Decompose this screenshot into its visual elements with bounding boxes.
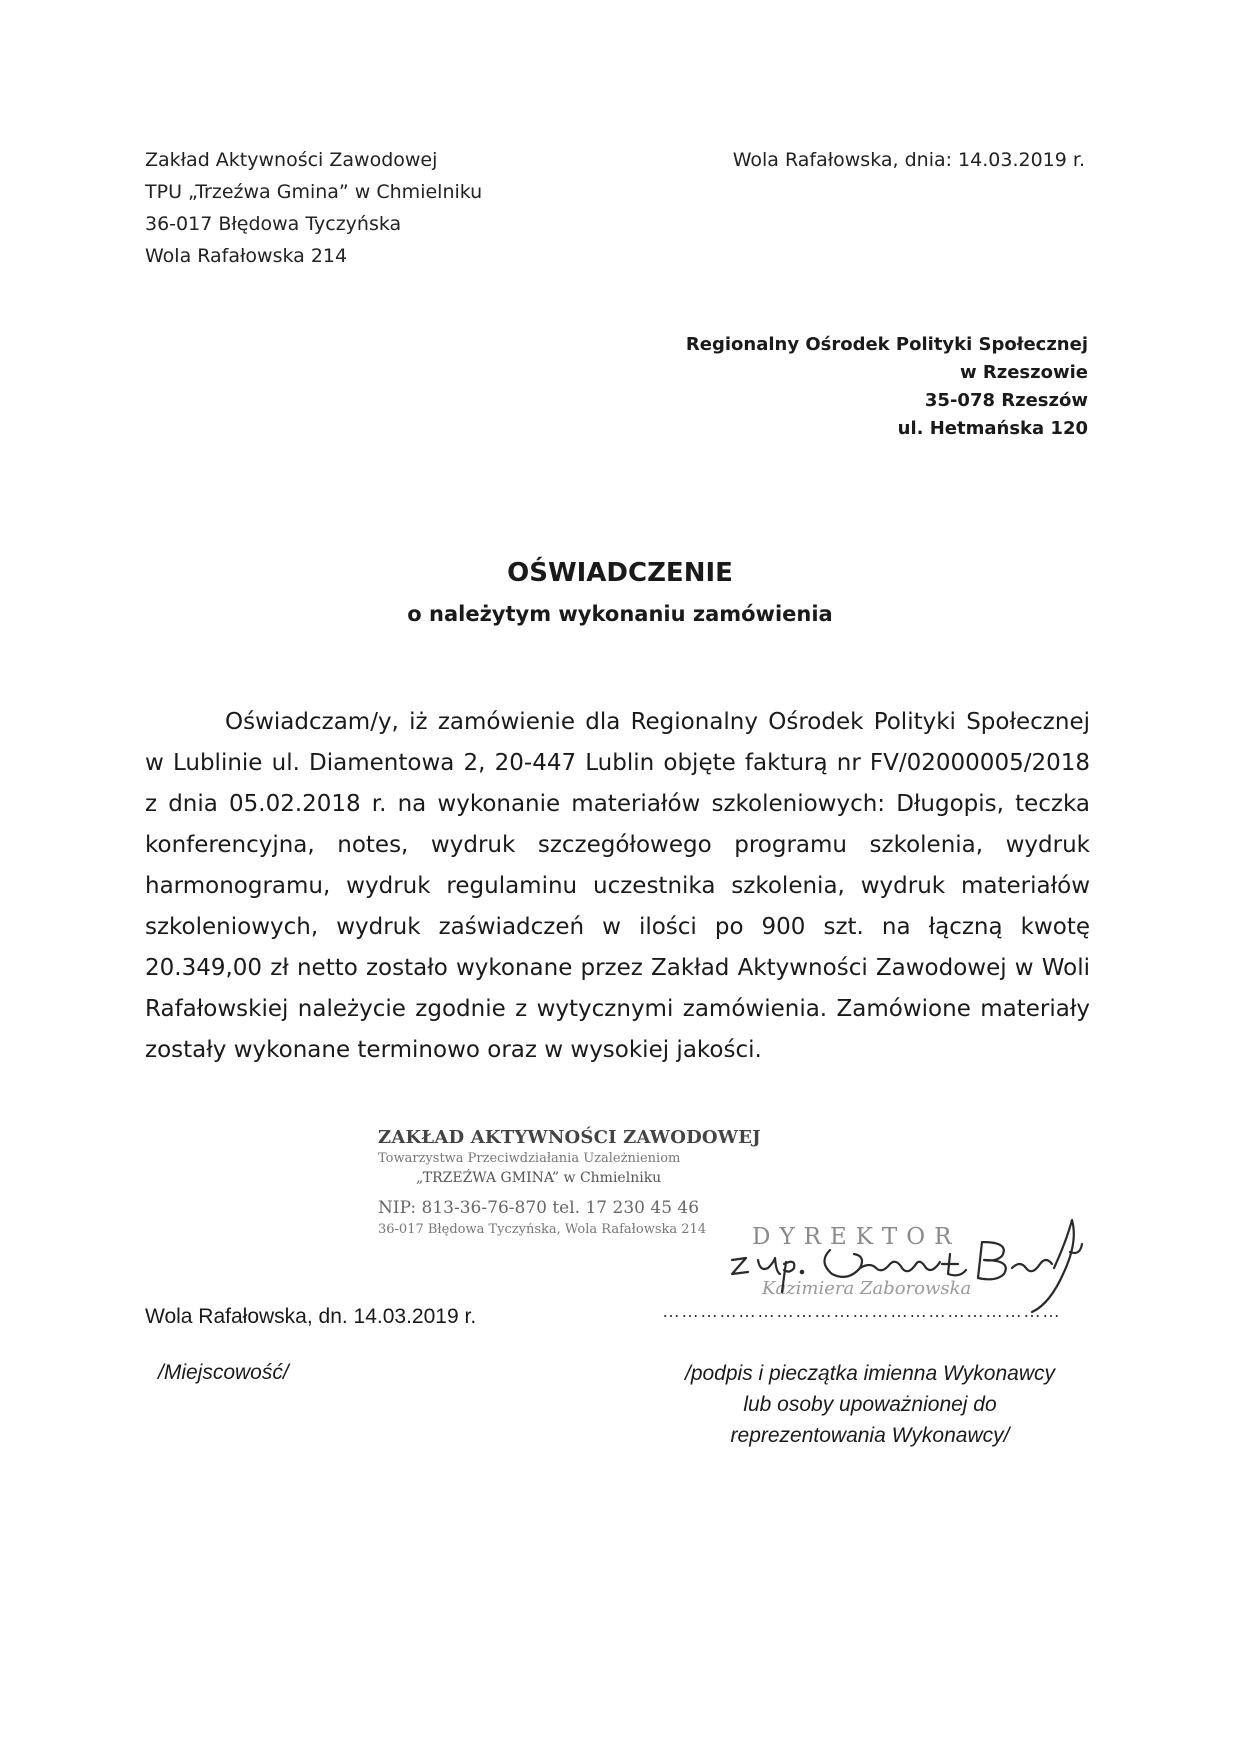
recipient-line: Regionalny Ośrodek Polityki Społecznej bbox=[685, 334, 1088, 355]
sender-line: TPU „Trzeźwa Gmina” w Chmielniku bbox=[145, 181, 483, 203]
sender-line: Zakład Aktywności Zawodowej bbox=[145, 149, 438, 171]
signature-caption-line: /podpis i pieczątka imienna Wykonawcy bbox=[684, 1362, 1055, 1385]
signature-caption bbox=[660, 1358, 1080, 1451]
recipient-line: w Rzeszowie bbox=[959, 362, 1088, 383]
stamp-organization: Towarzystwa Przeciwdziałania Uzależnieniom bbox=[378, 1151, 681, 1166]
place-caption: /Miejscowość/ bbox=[158, 1361, 289, 1384]
stamp-company-name: ZAKŁAD AKTYWNOŚCI ZAWODOWEJ bbox=[378, 1127, 761, 1148]
statement-body: Oświadczam/y, iż zamówienie dla Regionalny Ośrodek Polityki Społecznej w Lublinie ul. Diamentowa 2, 20-447 Lublin objęte fakturą nr FV/02000005/2018 z dnia 05.02.2018 r. na wykonanie materiałów szkoleniowych: Długopis, teczka konferencyjna, notes, wydruk szczegółowego programu szkolenia, wydruk harmonogramu, wydruk regulaminu uczestnika szkolenia, wydruk materiałów szkoleniowych, wydruk zaświadczeń w ilości po 900 szt. na łączną kwotę 20.349,00 zł netto zostało wykonane przez Zakład Aktywności Zawodowej w Woli Rafałowskiej należycie zgodnie z wytycznymi zamówienia. Zamówione materiały zostały wykonane terminowo oraz w wysokiej jakości. bbox=[145, 709, 1090, 1063]
document-title: OŚWIADCZENIE bbox=[507, 558, 733, 588]
recipient-line: 35-078 Rzeszów bbox=[924, 390, 1088, 411]
recipient-address bbox=[686, 331, 1088, 443]
place-date: Wola Rafałowska, dn. 14.03.2019 r. bbox=[145, 1305, 477, 1328]
stamp-branch: „TRZEŹWA GMINA” w Chmielniku bbox=[416, 1170, 662, 1186]
sender-line: 36-017 Błędowa Tyczyńska bbox=[145, 213, 402, 235]
director-title: DYREKTOR bbox=[752, 1224, 961, 1250]
recipient-line: ul. Hetmańska 120 bbox=[897, 418, 1088, 439]
director-name: Kazimiera Zaborowska bbox=[762, 1278, 972, 1299]
sender-address bbox=[145, 144, 482, 272]
signature-caption-line: lub osoby upoważnionej do bbox=[743, 1393, 997, 1416]
document-date: Wola Rafałowska, dnia: 14.03.2019 r. bbox=[732, 149, 1085, 171]
stamp-contact: NIP: 813-36-76-870 tel. 17 230 45 46 bbox=[378, 1198, 700, 1218]
sender-line: Wola Rafałowska 214 bbox=[145, 245, 348, 267]
company-stamp bbox=[378, 1127, 761, 1237]
document-subtitle: o należytym wykonaniu zamówienia bbox=[407, 602, 833, 626]
signature-caption-line: reprezentowania Wykonawcy/ bbox=[730, 1424, 1010, 1447]
stamp-address: 36-017 Błędowa Tyczyńska, Wola Rafałowska 214 bbox=[378, 1222, 707, 1237]
signature-line: ……………………………………………………… bbox=[662, 1301, 1061, 1321]
